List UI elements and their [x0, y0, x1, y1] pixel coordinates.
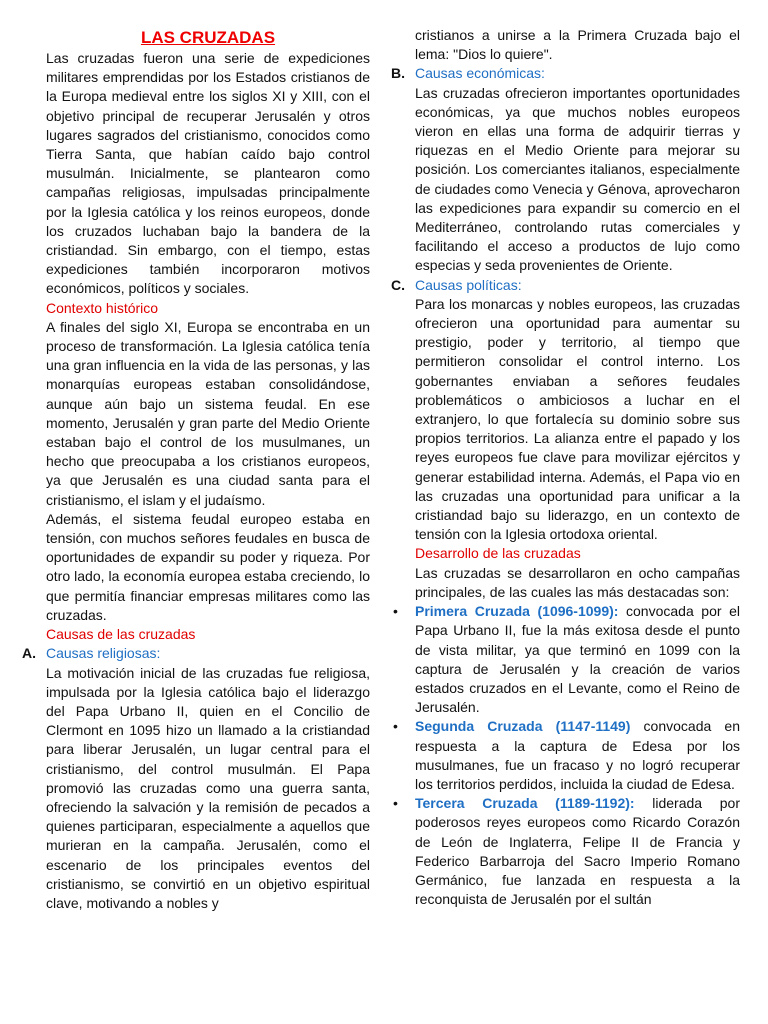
religious-causes-text: La motivación inicial de las cruzadas fue religiosa, impulsada por la Iglesia católica bajo el liderazgo del Papa Urbano II, quien en el Concilio de Clermont en 1095 hizo un llamado a la cristiandad para liberar Jerusalén, un lugar central para el cristianismo, del control musulmán. El Papa promovió las cruzadas como una guerra santa, ofreciendo la salvación y la remisión de pecados a quienes participaran, especialmente a aquellos que murieran en la campaña. Jerusalén, como el escenario de los principales eventos del cristianismo, se convirtió en un objetivo espiritual clave, motivando a nobles y: [46, 664, 370, 911]
intro-paragraph: Las cruzadas fueron una serie de expediciones militares emprendidas por los Estados cristianos de la Europa medieval entre los siglos XI y XIII, con el objetivo principal de recuperar Jerusalén y otros lugares sagrados del cristianismo, conocidos como Tierra Santa, que habían caído bajo control musulmán. Inicialmente, se plantearon como campañas religiosas, impulsadas principalmente por la Iglesia católica y los reinos europeos, donde los cruzados luchaban bajo la bandera de la cristiandad. Sin embargo, con el tiempo, estas expediciones también incorporaron motivos económicos, políticos y sociales.: [46, 50, 370, 297]
crusade-name: Tercera Cruzada (1189-1192):: [415, 795, 635, 812]
list-item: [392, 602, 740, 717]
bullet-icon: •: [393, 718, 398, 735]
context-heading: Contexto histórico: [46, 299, 159, 316]
bullet-icon: •: [393, 603, 398, 620]
political-causes-title: Causas políticas:: [415, 276, 522, 293]
political-causes-text: Para los monarcas y nobles europeos, las cruzadas ofrecieron una oportunidad para aumentar su prestigio, poder y territorio, al tiempo que permitieron consolidar el control interno. Los gobernantes enviaban a señores feudales problemáticos o ambiciosos a luchar en el extranjero, lo que fortalecía su dominio sobre sus propios territorios. La alianza entre el papado y los reyes europeos fue clave para movilizar ejércitos y generar estabilidad interna. Además, el Papa vio en las cruzadas una oportunidad para unificar a la cristiandad bajo su liderazgo, en un contexto de tensión con la Iglesia ortodoxa oriental.: [415, 295, 740, 543]
left-column: [22, 28, 370, 913]
development-heading: Desarrollo de las cruzadas: [415, 545, 581, 562]
crusade-description: convocada en respuesta a la captura de Edesa por los musulmanes, fue un fracaso y no logró recuperar los territorios perdidos, incluida la ciudad de Edesa.: [415, 718, 740, 792]
religious-causes-label: [22, 644, 370, 663]
context-paragraph-2: Además, el sistema feudal europeo estaba en tensión, con muchos señores feudales en busca de oportunidades de expandir su poder y riqueza. Por otro lado, la economía europea estaba creciendo, lo que permitía financiar empresas militares como las cruzadas.: [46, 510, 370, 623]
religious-causes-title: Causas religiosas:: [46, 645, 161, 662]
crusade-name: Primera Cruzada (1096-1099):: [415, 603, 619, 620]
crusade-name: Segunda Cruzada (1147-1149): [415, 718, 631, 735]
bullet-icon: •: [393, 795, 398, 812]
context-paragraph-1: A finales del siglo XI, Europa se encontraba en un proceso de transformación. La Iglesia católica tenía una gran influencia en la vida de las personas, y las monarquías europeas estaban consolidándose, aunque aún bajo un sistema feudal. En ese momento, Jerusalén y gran parte del Medio Oriente estaban bajo el control de los musulmanes, un hecho que preocupaba a los cristianos europeos, ya que Jerusalén es una ciudad santa para el cristianismo, el islam y el judaísmo.: [46, 318, 370, 508]
page-title: LAS CRUZADAS: [140, 28, 276, 47]
list-item: [392, 717, 740, 794]
political-causes-label: [392, 276, 740, 295]
causes-heading: Causas de las cruzadas: [46, 626, 196, 643]
list-letter-b: B.: [391, 65, 405, 82]
economic-causes-label: [392, 64, 740, 83]
list-letter-c: C.: [391, 276, 405, 293]
economic-causes-text: Las cruzadas ofrecieron importantes oportunidades económicas, ya que muchos nobles europeos vieron en ellas una forma de adquirir tierras y riquezas en el Medio Oriente para mejorar su posición. Los comerciantes italianos, especialmente de ciudades como Venecia y Génova, aprovecharon las expediciones para expandir su comercio en el Mediterráneo, controlando rutas comerciales y facilitando el acceso a productos de lujo como especias y seda provenientes de Oriente.: [415, 84, 740, 274]
right-column: [392, 26, 740, 909]
development-intro: Las cruzadas se desarrollaron en ocho campañas principales, de las cuales las más destacadas son:: [415, 564, 740, 600]
crusade-description: liderada por poderosos reyes europeos como Ricardo Corazón de León de Inglaterra, Felipe II de Francia y Federico Barbarroja del Sacro Imperio Romano Germánico, fue lanzada en respuesta a la reconquista de Jerusalén por el sultán: [415, 795, 741, 908]
religious-causes-continuation: cristianos a unirse a la Primera Cruzada bajo el lema: "Dios lo quiere".: [415, 27, 740, 63]
list-item: [392, 794, 740, 909]
list-letter-a: A.: [22, 645, 36, 662]
economic-causes-title: Causas económicas:: [415, 65, 545, 82]
crusade-description: convocada por el Papa Urbano II, fue la más exitosa desde el punto de vista militar, ya que terminó en 1099 con la captura de Jerusalén y la creación de varios estados cruzados en el Levante, como el Reino de Jerusalén.: [415, 603, 740, 716]
